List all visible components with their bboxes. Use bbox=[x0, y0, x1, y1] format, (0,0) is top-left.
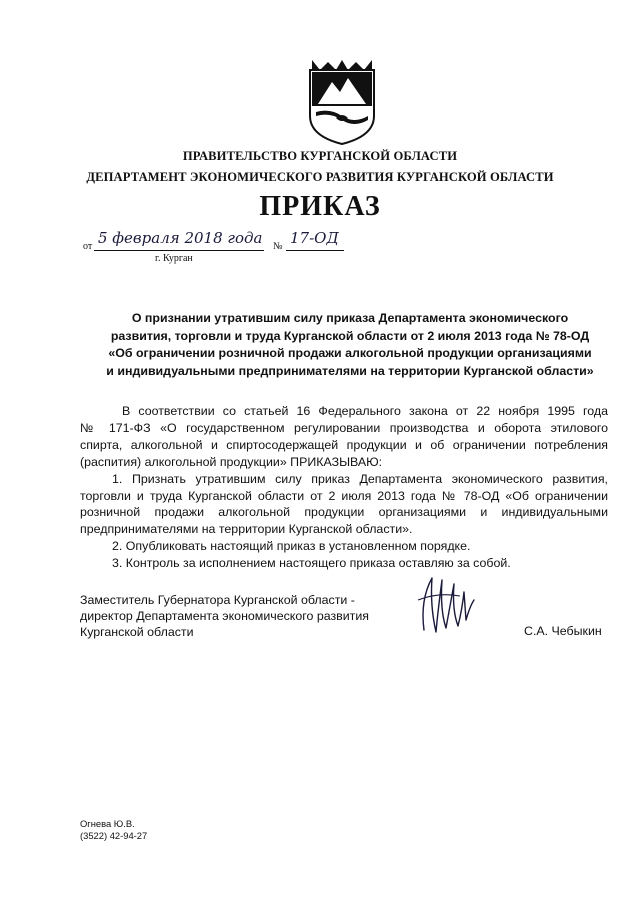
city: г. Курган bbox=[155, 253, 193, 264]
body-line: 3. Контроль за исполнением настоящего приказа оставляю за собой. bbox=[112, 556, 511, 571]
body-line: 2. Опубликовать настоящий приказ в установленном порядке. bbox=[112, 539, 471, 554]
body-line: предпринимателями на территории Курганской области». bbox=[80, 522, 413, 537]
number-underline bbox=[286, 250, 344, 251]
executor-phone: (3522) 42-94-27 bbox=[80, 830, 148, 841]
subject-line: развития, торговли и труда Курганской области от 2 июля 2013 года № 78-ОД bbox=[110, 328, 590, 343]
document-number: 17-ОД bbox=[290, 229, 339, 247]
body-line: № 171-ФЗ «О государственном регулировании производства и оборота этилового bbox=[80, 420, 608, 435]
body-line: спирта, алкогольной и спиртосодержащей продукции и об ограничении потребления bbox=[80, 437, 608, 452]
department-title: ДЕПАРТАМЕНТ ЭКОНОМИЧЕСКОГО РАЗВИТИЯ КУРГАНСКОЙ ОБЛАСТИ bbox=[86, 170, 554, 184]
position-line: Курганской области bbox=[80, 625, 194, 639]
body-line: В соответствии со статьей 16 Федерального закона от 22 ноября 1995 года bbox=[122, 404, 608, 418]
executor-info bbox=[80, 818, 147, 842]
subject-line: О признании утратившим силу приказа Департамента экономического bbox=[131, 311, 569, 325]
government-title: ПРАВИТЕЛЬСТВО КУРГАНСКОЙ ОБЛАСТИ bbox=[182, 149, 458, 163]
subject-line: «Об ограничении розничной продажи алкогольной продукции организациями bbox=[108, 346, 592, 361]
body-line: 1. Признать утратившим силу приказ Департамента экономического развития, bbox=[112, 471, 608, 486]
position-line: Заместитель Губернатора Курганской области - bbox=[80, 593, 355, 607]
date-prefix: от bbox=[83, 241, 93, 252]
subject-line: и индивидуальными предпринимателями на территории Курганской области» bbox=[106, 363, 594, 378]
position-line: директор Департамента экономического развития bbox=[80, 609, 369, 623]
date-underline bbox=[94, 250, 264, 251]
coat-of-arms-icon bbox=[306, 56, 378, 146]
signatory-position bbox=[80, 592, 410, 640]
body-line: торговли и труда Курганской области от 2 июля 2013 года № 78-ОД «Об ограничении bbox=[80, 488, 608, 503]
number-prefix: № bbox=[273, 241, 283, 252]
signatory-name: С.А. Чебыкин bbox=[524, 624, 602, 638]
body-line: (распития) алкогольной продукции» ПРИКАЗЫВАЮ: bbox=[80, 454, 383, 469]
document-type-title: ПРИКАЗ bbox=[259, 191, 381, 222]
order-subject bbox=[90, 310, 610, 380]
body-line: розничной продажи алкогольной продукции организациями и индивидуальными bbox=[80, 505, 608, 520]
handwritten-signature bbox=[410, 570, 490, 640]
executor-name: Огнева Ю.В. bbox=[80, 818, 135, 829]
document-date: 5 февраля 2018 года bbox=[98, 229, 263, 247]
order-body bbox=[80, 403, 608, 572]
